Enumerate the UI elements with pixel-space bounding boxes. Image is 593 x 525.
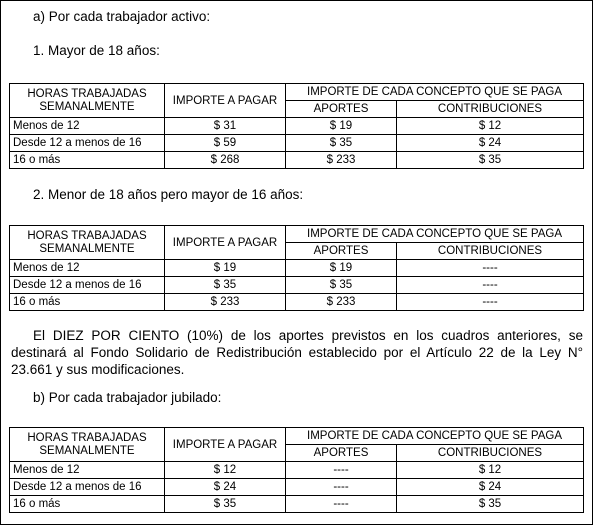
- table-row: [10, 462, 584, 479]
- section-a-subtitle-1: 1. Mayor de 18 años:: [33, 43, 160, 58]
- section-b-title: b) Por cada trabajador jubilado:: [33, 390, 222, 405]
- cell-amount: $ 268: [165, 152, 286, 169]
- header-contribuciones: CONTRIBUCIONES: [397, 101, 584, 118]
- header-concept: IMPORTE DE CADA CONCEPTO QUE SE PAGA: [286, 428, 584, 445]
- cell-contribuciones: $ 24: [397, 135, 584, 152]
- header-aportes: APORTES: [286, 101, 397, 118]
- header-amount: IMPORTE A PAGAR: [165, 84, 286, 118]
- cell-hours: Desde 12 a menos de 16: [10, 135, 165, 152]
- header-hours: HORAS TRABAJADAS SEMANALMENTE: [10, 226, 165, 260]
- header-contribuciones: CONTRIBUCIONES: [397, 445, 584, 462]
- cell-aportes: $ 35: [286, 277, 397, 294]
- cell-amount: $ 19: [165, 260, 286, 277]
- header-amount: IMPORTE A PAGAR: [165, 226, 286, 260]
- header-contribuciones: CONTRIBUCIONES: [397, 243, 584, 260]
- header-aportes: APORTES: [286, 445, 397, 462]
- cell-hours: Desde 12 a menos de 16: [10, 479, 165, 496]
- table-row: [10, 277, 584, 294]
- fee-table-adults: [9, 83, 584, 169]
- cell-amount: $ 59: [165, 135, 286, 152]
- header-concept: IMPORTE DE CADA CONCEPTO QUE SE PAGA: [286, 84, 584, 101]
- table-row: [10, 479, 584, 496]
- cell-amount: $ 233: [165, 294, 286, 311]
- section-a-title: a) Por cada trabajador activo:: [33, 9, 211, 24]
- cell-amount: $ 24: [165, 479, 286, 496]
- cell-contribuciones: $ 12: [397, 118, 584, 135]
- cell-contribuciones: $ 35: [397, 152, 584, 169]
- table-row: [10, 152, 584, 169]
- cell-amount: $ 12: [165, 462, 286, 479]
- section-a-subtitle-2: 2. Menor de 18 años pero mayor de 16 años:: [33, 187, 304, 202]
- header-hours: HORAS TRABAJADAS SEMANALMENTE: [10, 428, 165, 462]
- cell-hours: 16 o más: [10, 152, 165, 169]
- cell-aportes: $ 19: [286, 118, 397, 135]
- header-aportes: APORTES: [286, 243, 397, 260]
- cell-aportes: ----: [286, 496, 397, 513]
- table-row: [10, 496, 584, 513]
- cell-contribuciones: $ 24: [397, 479, 584, 496]
- cell-aportes: ----: [286, 479, 397, 496]
- cell-contribuciones: ----: [397, 277, 584, 294]
- cell-hours: 16 o más: [10, 294, 165, 311]
- cell-hours: Menos de 12: [10, 462, 165, 479]
- cell-amount: $ 31: [165, 118, 286, 135]
- cell-aportes: $ 19: [286, 260, 397, 277]
- header-hours: HORAS TRABAJADAS SEMANALMENTE: [10, 84, 165, 118]
- cell-aportes: ----: [286, 462, 397, 479]
- cell-hours: Menos de 12: [10, 260, 165, 277]
- cell-aportes: $ 35: [286, 135, 397, 152]
- cell-aportes: $ 233: [286, 152, 397, 169]
- table-row: [10, 118, 584, 135]
- cell-hours: 16 o más: [10, 496, 165, 513]
- table-row: [10, 294, 584, 311]
- header-amount: IMPORTE A PAGAR: [165, 428, 286, 462]
- cell-contribuciones: $ 12: [397, 462, 584, 479]
- table-row: [10, 135, 584, 152]
- cell-contribuciones: $ 35: [397, 496, 584, 513]
- cell-aportes: $ 233: [286, 294, 397, 311]
- cell-contribuciones: ----: [397, 260, 584, 277]
- fund-paragraph: El DIEZ POR CIENTO (10%) de los aportes previstos en los cuadros anteriores, se destinará al Fondo Solidario de Redistribución establecido por el Artículo 22 de la Ley N° 23.661 y sus modificaciones.: [11, 328, 583, 377]
- cell-amount: $ 35: [165, 496, 286, 513]
- fee-table-minors: [9, 225, 584, 311]
- table-row: [10, 260, 584, 277]
- header-concept: IMPORTE DE CADA CONCEPTO QUE SE PAGA: [286, 226, 584, 243]
- cell-hours: Desde 12 a menos de 16: [10, 277, 165, 294]
- cell-hours: Menos de 12: [10, 118, 165, 135]
- cell-contribuciones: ----: [397, 294, 584, 311]
- fee-table-retirees: [9, 427, 584, 513]
- cell-amount: $ 35: [165, 277, 286, 294]
